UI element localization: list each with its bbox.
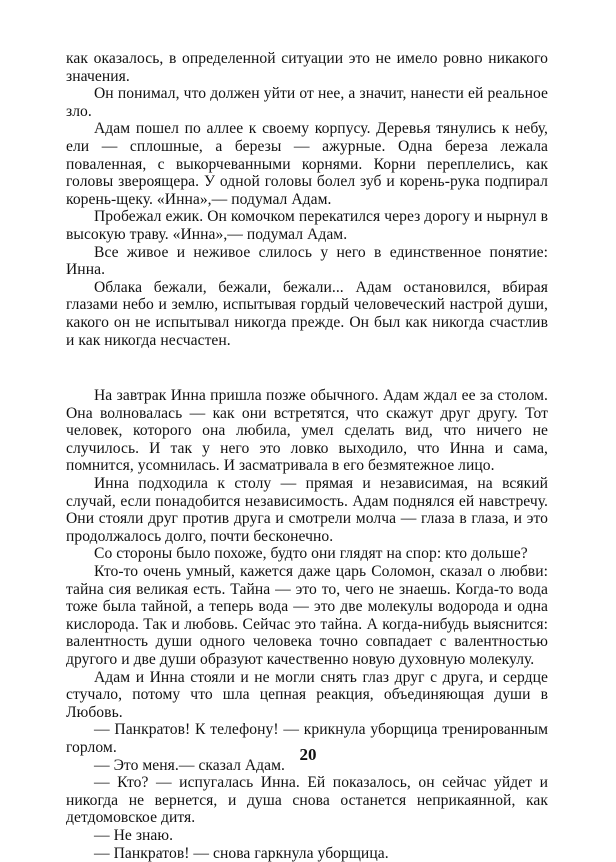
paragraph: Адам и Инна стояли и не могли снять глаз друг с друга, и сердце стучало, потому что шла цепная реакция, объединяющая души в Любовь. <box>66 668 548 721</box>
paragraph: Он понимал, что должен уйти от нее, а значит, нанести ей реальное зло. <box>66 85 548 120</box>
dialogue-line: — Панкратов! — снова гаркнула уборщица. <box>94 844 389 862</box>
paragraph: На завтрак Инна пришла позже обычного. Адам ждал ее за столом. Она волновалась — как они встретятся, что скажут друг другу. Тот человек, которого она любила, умел сделать вид, что ничего не случилось. И так у него это ловко выходило, что Инна и сама, помнится, усомнилась. И засматривала в его безмятежное лицо. <box>66 387 548 475</box>
paragraph: Инна подходила к столу — прямая и независимая, на всякий случай, если понадобится независимость. Адам поднялся ей навстречу. Они стояли друг против друга и смотрели молча — глаза в глаза, и это продолжалось долго, почти бесконечно. <box>66 475 548 545</box>
paragraph: Облака бежали, бежали, бежали... Адам остановился, вбирая глазами небо и землю, испытывая гордый человеческий настрой души, какого он не испытывал никогда прежде. Он был как никогда счастлив и как никогда несчастен. <box>66 278 548 349</box>
paragraph: Адам пошел по аллее к своему корпусу. Деревья тянулись к небу, ели — сплошные, а березы — ажурные. Одна береза лежала поваленная, с выкорчеванными корнями. Корни переплелись, как головы звероящера. У одной головы болел зуб и корень-рука подпирал корень-щеку. «Инна»,— подумал Адам. <box>66 120 548 208</box>
dialogue-line: — Это меня.— сказал Адам. <box>94 756 286 774</box>
paragraph: Пробежал ежик. Он комочком перекатился через дорогу и нырнул в высокую траву. «Инна»,— подумал Адам. <box>66 208 548 243</box>
page-number: 20 <box>299 745 317 764</box>
paragraph: Со стороны было похоже, будто они глядят на спор: кто дольше? <box>94 545 528 563</box>
dialogue-line: — Кто? — испугалась Инна. Ей показалось, он сейчас уйдет и никогда не вернется, и душа снова останется неприкаянной, как детдомовское дитя. <box>66 774 548 827</box>
dialogue-line: — Не знаю. <box>94 826 174 844</box>
paragraph: Все живое и неживое слилось у него в единственное понятие: Инна. <box>66 243 548 279</box>
paragraph: как оказалось, в определенной ситуации это не имело ровно никакого значения. <box>66 50 548 85</box>
book-page <box>66 50 548 862</box>
paragraph: Кто-то очень умный, кажется даже царь Соломон, сказал о любви: тайна сия великая есть. Тайна — это то, чего не знаешь. Когда-то вода тоже была тайной, а теперь вода — это две молекулы водорода и одна кислорода. Так и любовь. Сейчас это тайна. А когда-нибудь выяснится: валентность души одного человека точно совпадает с валентностью другого и две души образуют качественно новую духовную молекулу. <box>66 563 548 668</box>
section-break <box>66 349 548 387</box>
dialogue-line: — Панкратов! К телефону! — крикнула уборщица тренированным горлом. <box>66 721 548 756</box>
